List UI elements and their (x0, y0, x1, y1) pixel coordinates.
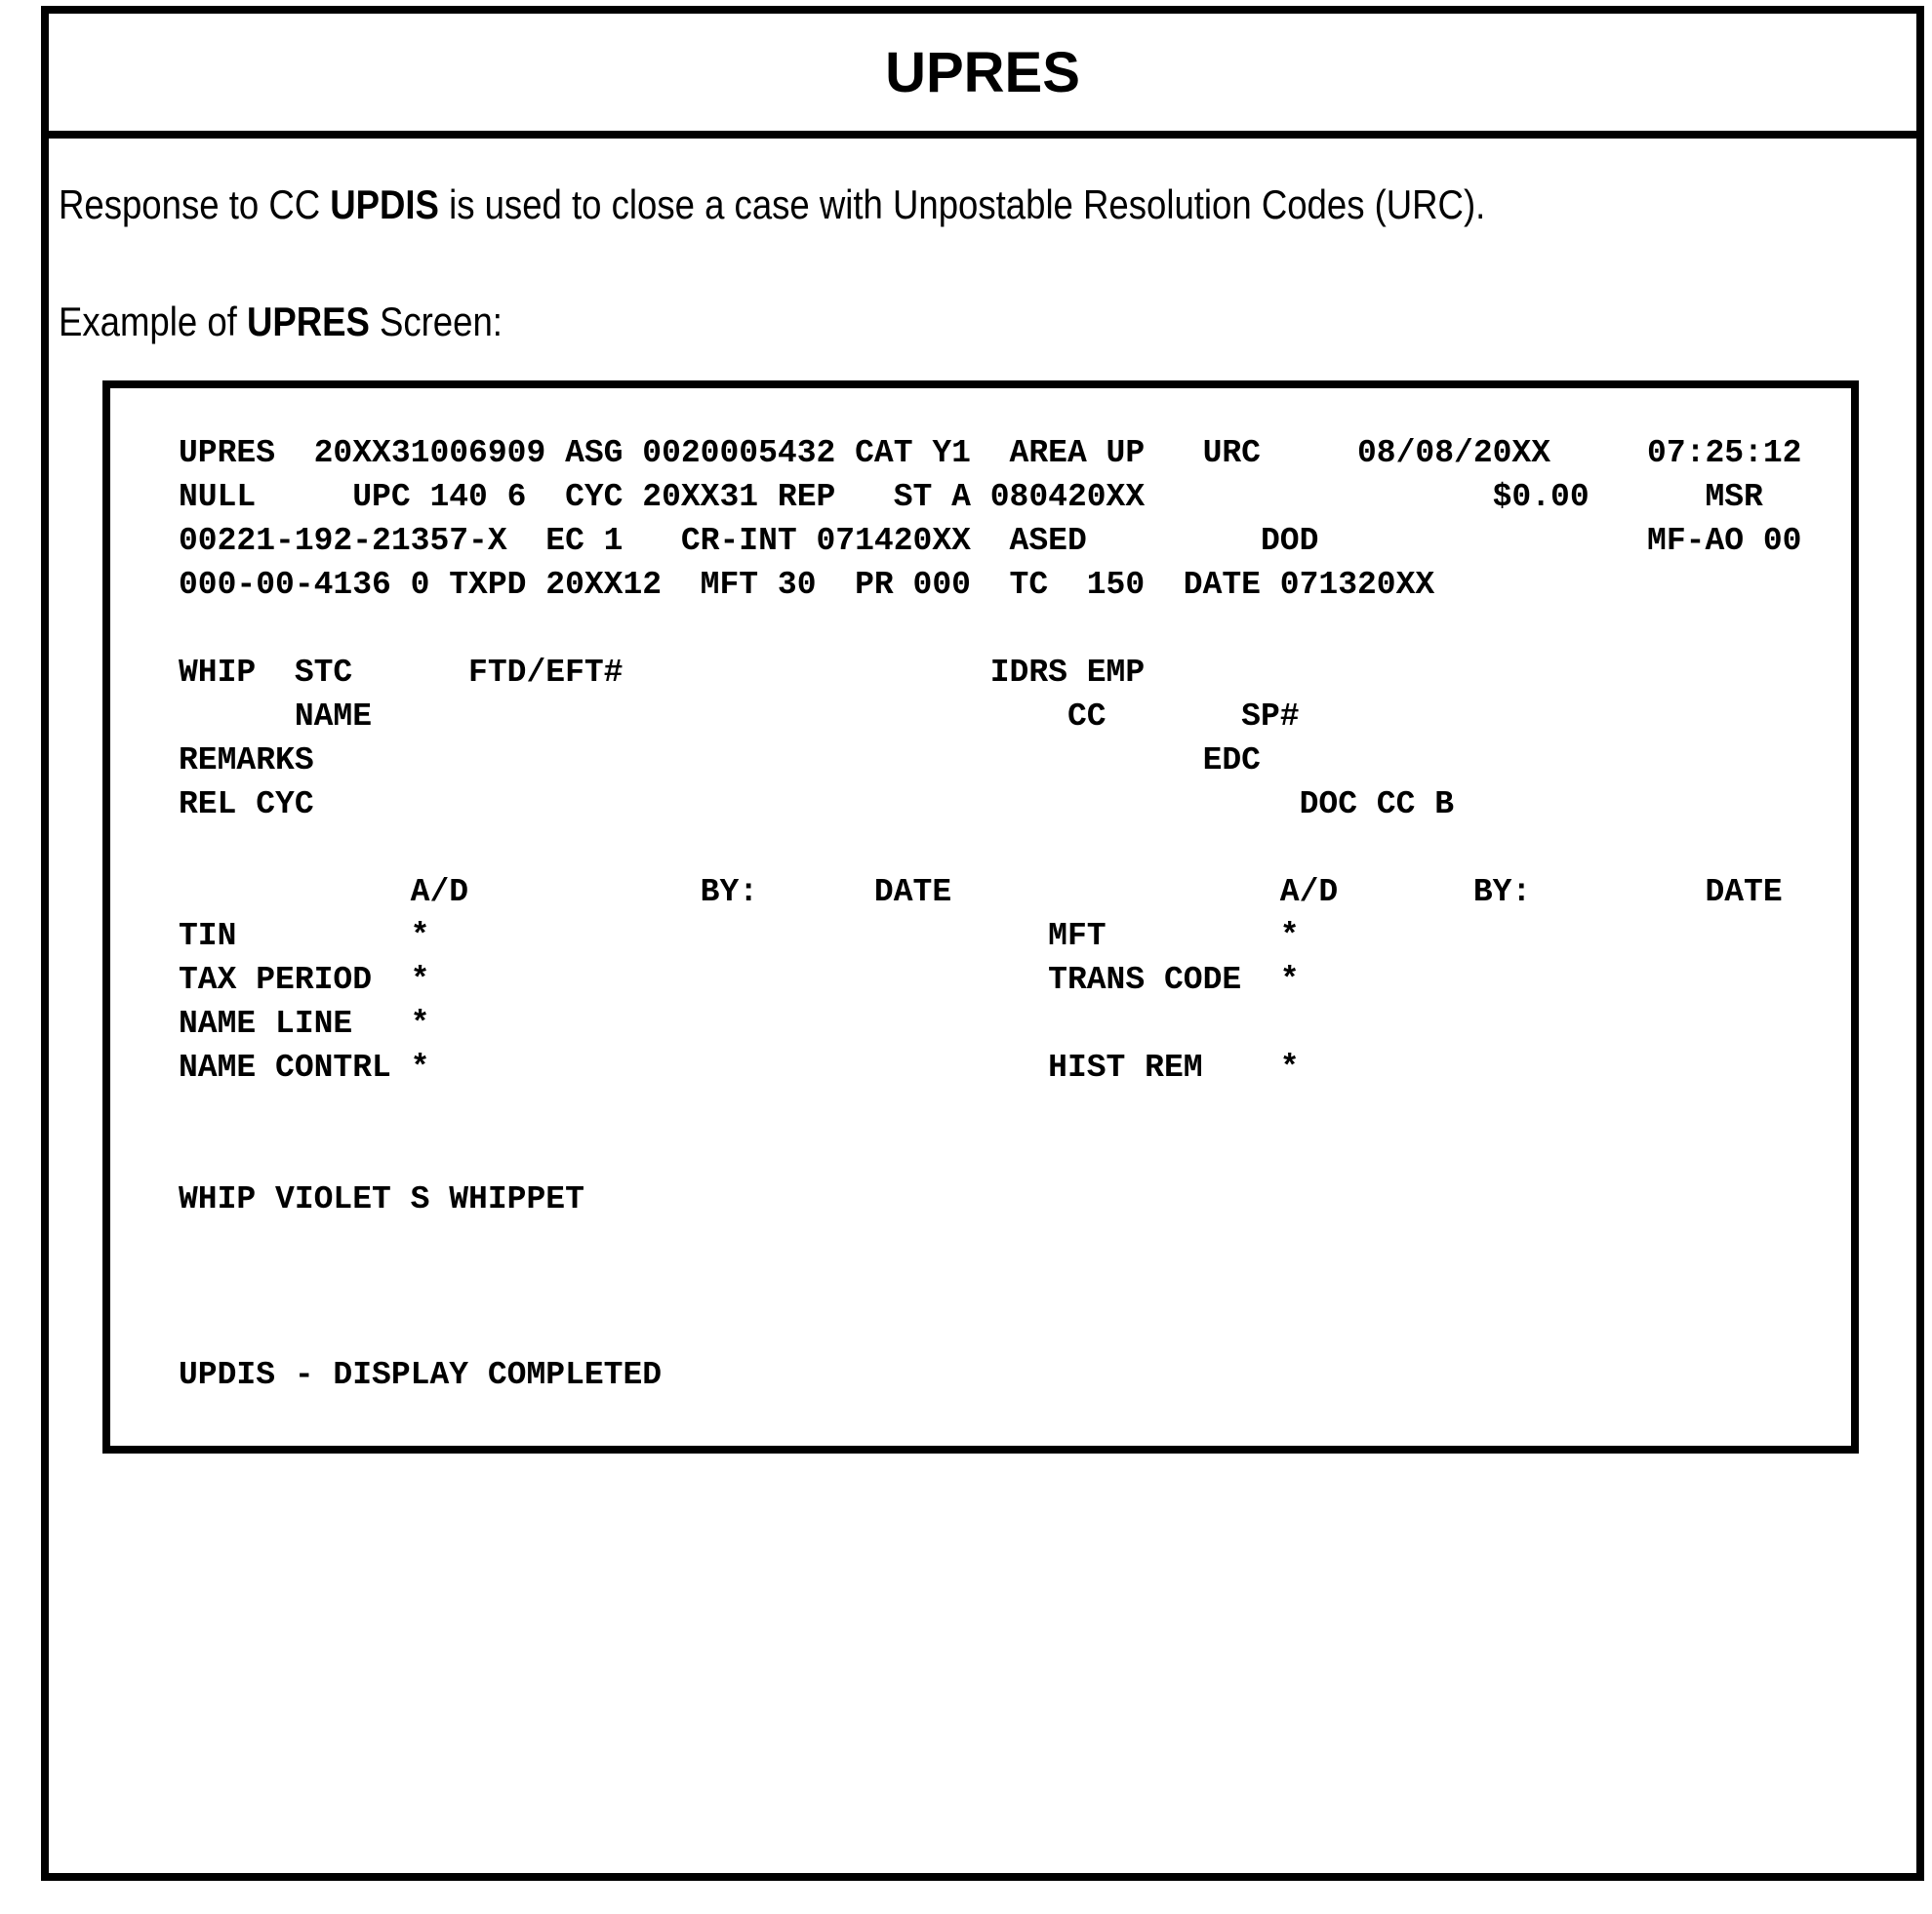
screen-line-name: NAME CC SP# (179, 698, 1300, 735)
terminal-screen-body (110, 388, 1851, 1446)
example-text-pre: Example of (59, 299, 247, 344)
screen-line-header-1: UPRES 20XX31006909 ASG 0020005432 CAT Y1 AREA UP URC 08/08/20XX 07:25:12 (179, 435, 1802, 471)
terminal-screen-box (102, 380, 1859, 1454)
screen-line-blank (179, 1265, 1851, 1309)
screen-line-blank (179, 1309, 1851, 1353)
intro-text-post: is used to close a case with Unpostable Resolution Codes (URC). (438, 181, 1486, 227)
example-text-post: Screen: (369, 299, 503, 344)
intro-text-bold: UPDIS (330, 181, 439, 227)
screen-line-namecontrl-histrem: NAME CONTRL * HIST REM * (179, 1050, 1300, 1086)
screen-line-tin-mft: TIN * MFT * (179, 918, 1300, 954)
screen-line-header-2: NULL UPC 140 6 CYC 20XX31 REP ST A 080420XX $0.00 MSR (179, 479, 1763, 515)
screen-line-header-3: 00221-192-21357-X EC 1 CR-INT 071420XX ASED DOD MF-AO 00 (179, 523, 1802, 559)
screen-line-blank (179, 607, 1851, 651)
screen-line-rel-cyc: REL CYC DOC CC B (179, 786, 1455, 822)
screen-line-taxperiod-transcode: TAX PERIOD * TRANS CODE * (179, 962, 1300, 998)
screen-line-header-4: 000-00-4136 0 TXPD 20XX12 MFT 30 PR 000 TC 150 DATE 071320XX (179, 567, 1435, 603)
intro-text-pre: Response to CC (59, 181, 331, 227)
screen-line-whip-stc: WHIP STC FTD/EFT# IDRS EMP (179, 655, 1146, 691)
title-bar (49, 14, 1916, 139)
screen-line-blank (179, 1221, 1851, 1265)
screen-line-taxpayer-name: WHIP VIOLET S WHIPPET (179, 1181, 584, 1217)
example-label (59, 299, 503, 345)
page-title: UPRES (885, 40, 1080, 104)
example-text-bold: UPRES (246, 299, 370, 344)
intro-paragraph (59, 181, 1485, 228)
screen-line-blank (179, 826, 1851, 870)
screen-line-remarks: REMARKS EDC (179, 742, 1261, 778)
document-page-border (41, 6, 1924, 1881)
screen-line-blank (179, 1134, 1851, 1177)
screen-line-name-line: NAME LINE * (179, 1006, 430, 1042)
screen-line-status-message: UPDIS - DISPLAY COMPLETED (179, 1357, 663, 1393)
screen-line-ad-by-date-header: A/D BY: DATE A/D BY: DATE (179, 874, 1783, 910)
screen-line-blank (179, 1090, 1851, 1134)
